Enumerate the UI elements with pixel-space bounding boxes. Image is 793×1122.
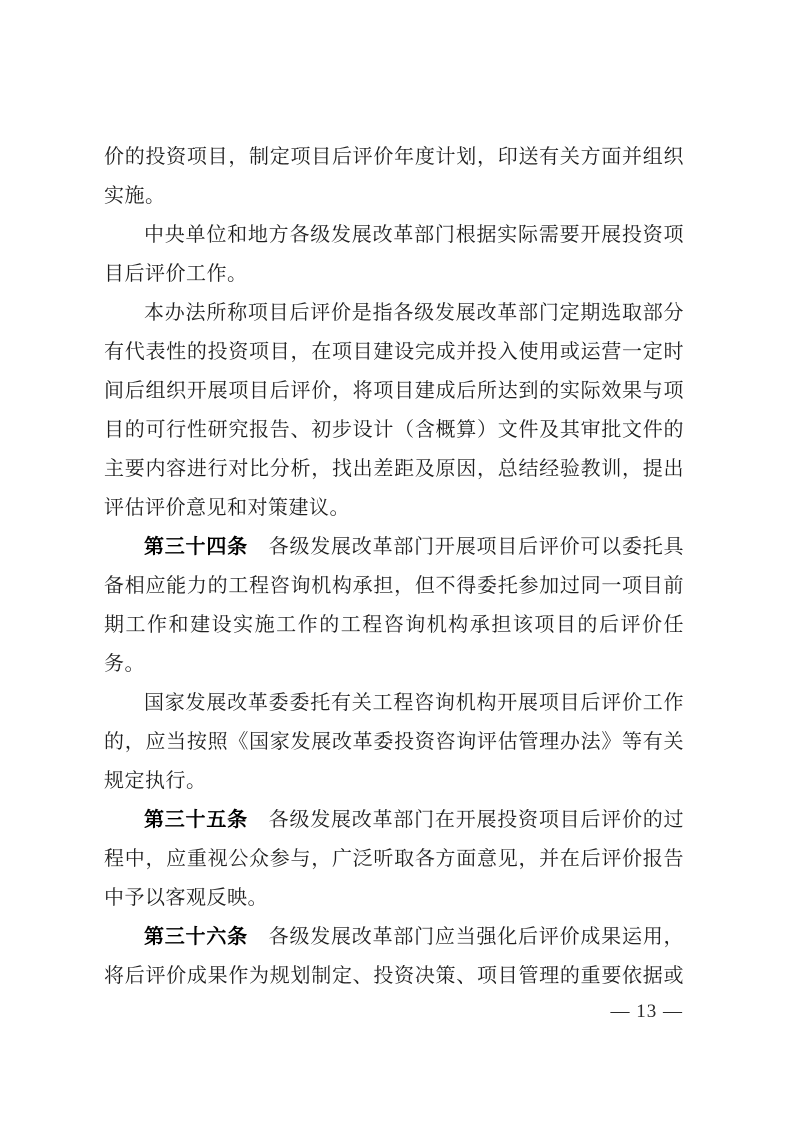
body-line: 实施。 [104, 185, 166, 207]
article-36-text: 各级发展改革部门应当强化后评价成果运用， [247, 926, 685, 948]
body-line: 备相应能力的工程咨询机构承担，但不得委托参加过同一项目前 [104, 575, 684, 597]
body-line: 国家发展改革委委托有关工程咨询机构开展项目后评价工作 [144, 692, 684, 714]
body-line: 有代表性的投资项目，在项目建设完成并投入使用或运营一定时 [104, 341, 684, 363]
body-line: 将后评价成果作为规划制定、投资决策、项目管理的重要依据或 [104, 965, 684, 987]
body-line: 评估评价意见和对策建议。 [104, 497, 350, 519]
body-line: 中予以客观反映。 [104, 887, 268, 909]
article-36-heading: 第三十六条 [144, 926, 248, 948]
page-number [611, 1001, 684, 1023]
body-line [104, 528, 684, 567]
article-34-text: 各级发展改革部门开展项目后评价可以委托具 [247, 536, 685, 558]
body-line: 务。 [104, 653, 145, 675]
article-35-text: 各级发展改革部门在开展投资项目后评价的过 [247, 809, 685, 831]
body-line: 间后组织开展项目后评价，将项目建成后所达到的实际效果与项 [104, 380, 684, 402]
page-number-label: — 13 — [610, 1001, 683, 1022]
body-line: 规定执行。 [104, 770, 207, 792]
body-line: 目后评价工作。 [104, 263, 248, 285]
body-line: 的，应当按照《国家发展改革委投资咨询评估管理办法》等有关 [104, 731, 684, 753]
body-line [104, 918, 684, 957]
document-body [104, 138, 684, 996]
body-line: 价的投资项目，制定项目后评价年度计划，印送有关方面并组织 [104, 146, 684, 168]
body-line: 主要内容进行对比分析，找出差距及原因，总结经验教训，提出 [104, 458, 684, 480]
article-34-heading: 第三十四条 [144, 536, 248, 558]
article-35-heading: 第三十五条 [144, 809, 248, 831]
body-line: 程中，应重视公众参与，广泛听取各方面意见，并在后评价报告 [104, 848, 684, 870]
body-line [104, 801, 684, 840]
body-line: 中央单位和地方各级发展改革部门根据实际需要开展投资项 [144, 224, 684, 246]
body-line: 目的可行性研究报告、初步设计（含概算）文件及其审批文件的 [104, 419, 684, 441]
body-line: 本办法所称项目后评价是指各级发展改革部门定期选取部分 [144, 302, 684, 324]
body-line: 期工作和建设实施工作的工程咨询机构承担该项目的后评价任 [104, 614, 684, 636]
